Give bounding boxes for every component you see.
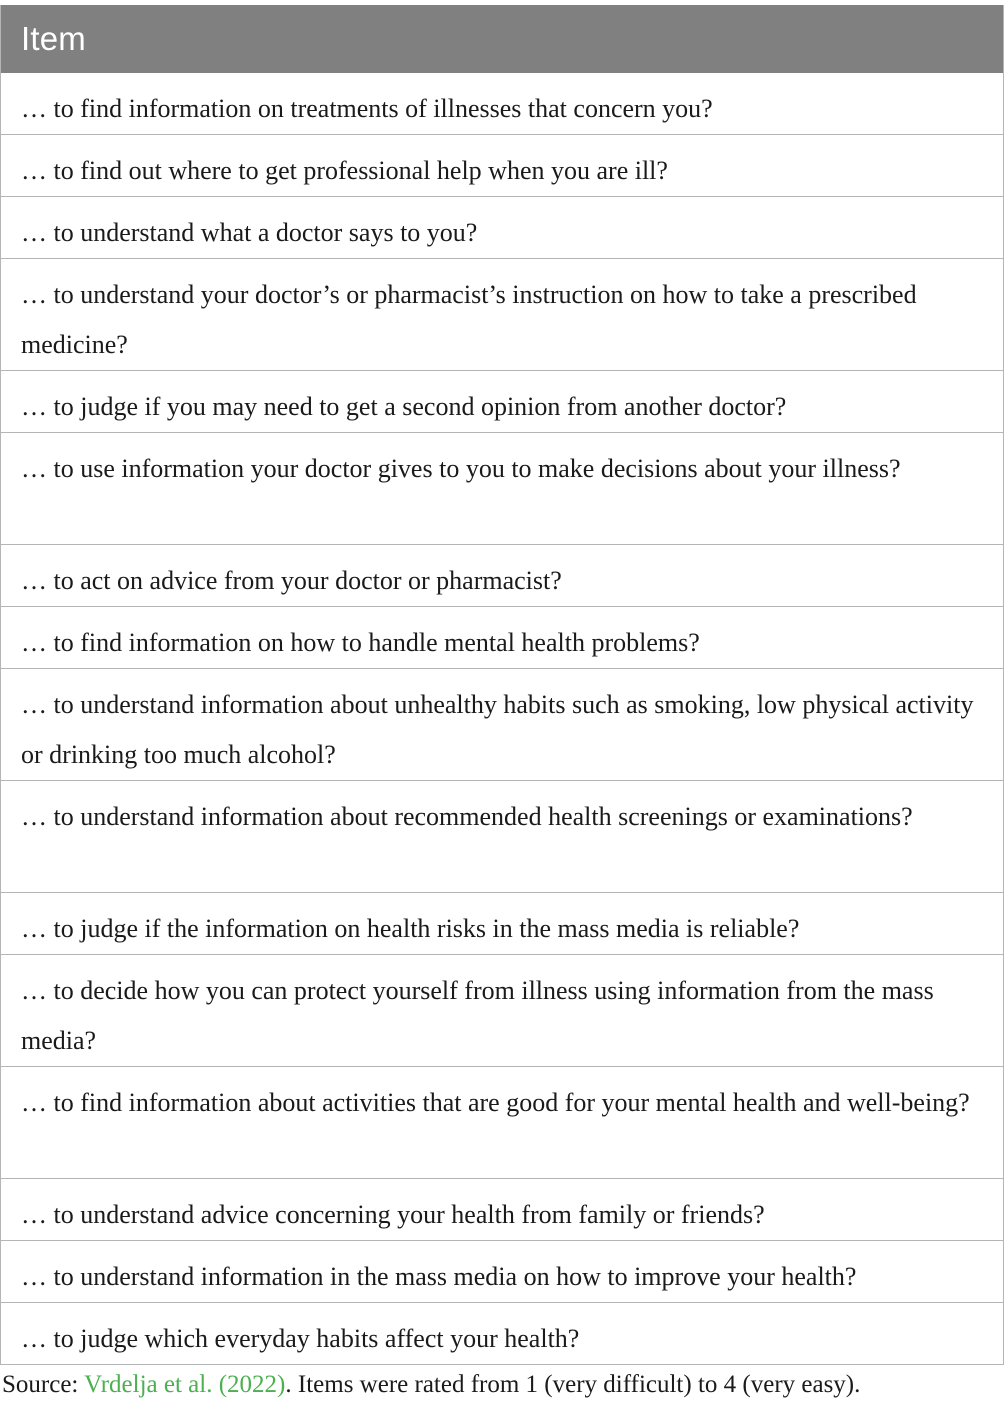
table-row (1, 781, 1003, 893)
item-text: … to understand information in the mass media on how to improve your health? (21, 1262, 857, 1291)
table-row (1, 197, 1003, 259)
table-row (1, 1241, 1003, 1303)
table-row (1, 135, 1003, 197)
item-text: … to decide how you can protect yourself from illness using information from the mass media? (21, 976, 934, 1055)
item-text: … to understand information about unhealthy habits such as smoking, low physical activity or drinking too much alcohol? (21, 690, 974, 769)
header-item-label: Item (21, 20, 86, 57)
table-row (1, 669, 1003, 781)
table-row (1, 1303, 1003, 1365)
item-text: … to judge if the information on health risks in the mass media is reliable? (21, 914, 800, 943)
item-text: … to act on advice from your doctor or pharmacist? (21, 566, 562, 595)
table-row (1, 1179, 1003, 1241)
item-text: … to understand information about recommended health screenings or examinations? (21, 802, 913, 831)
item-text: … to find information on treatments of illnesses that concern you? (21, 94, 713, 123)
table-caption (2, 1362, 860, 1408)
table-row (1, 73, 1003, 135)
source-link[interactable]: Vrdelja et al. (2022) (84, 1371, 286, 1398)
caption-suffix: . Items were rated from 1 (very difficult) to 4 (very easy). (285, 1371, 861, 1398)
table-row (1, 259, 1003, 371)
items-table (0, 5, 1004, 1365)
item-text: … to find information about activities that are good for your mental health and well-being? (21, 1088, 970, 1117)
table-row (1, 433, 1003, 545)
table-row (1, 607, 1003, 669)
item-text: … to understand what a doctor says to you? (21, 218, 478, 247)
table-row (1, 893, 1003, 955)
item-text: … to judge if you may need to get a second opinion from another doctor? (21, 392, 787, 421)
item-text: … to judge which everyday habits affect your health? (21, 1324, 580, 1353)
table-row (1, 955, 1003, 1067)
item-text: … to use information your doctor gives to you to make decisions about your illness? (21, 454, 901, 483)
caption-prefix: Source: (2, 1371, 85, 1398)
item-text: … to understand advice concerning your health from family or friends? (21, 1200, 765, 1229)
table-header (1, 5, 1003, 73)
table-row (1, 545, 1003, 607)
item-text: … to find information on how to handle mental health problems? (21, 628, 700, 657)
table-body (1, 73, 1003, 1365)
item-text: … to find out where to get professional help when you are ill? (21, 156, 668, 185)
table-row (1, 1067, 1003, 1179)
item-text: … to understand your doctor’s or pharmacist’s instruction on how to take a prescribed medicine? (21, 280, 917, 359)
table-row (1, 371, 1003, 433)
